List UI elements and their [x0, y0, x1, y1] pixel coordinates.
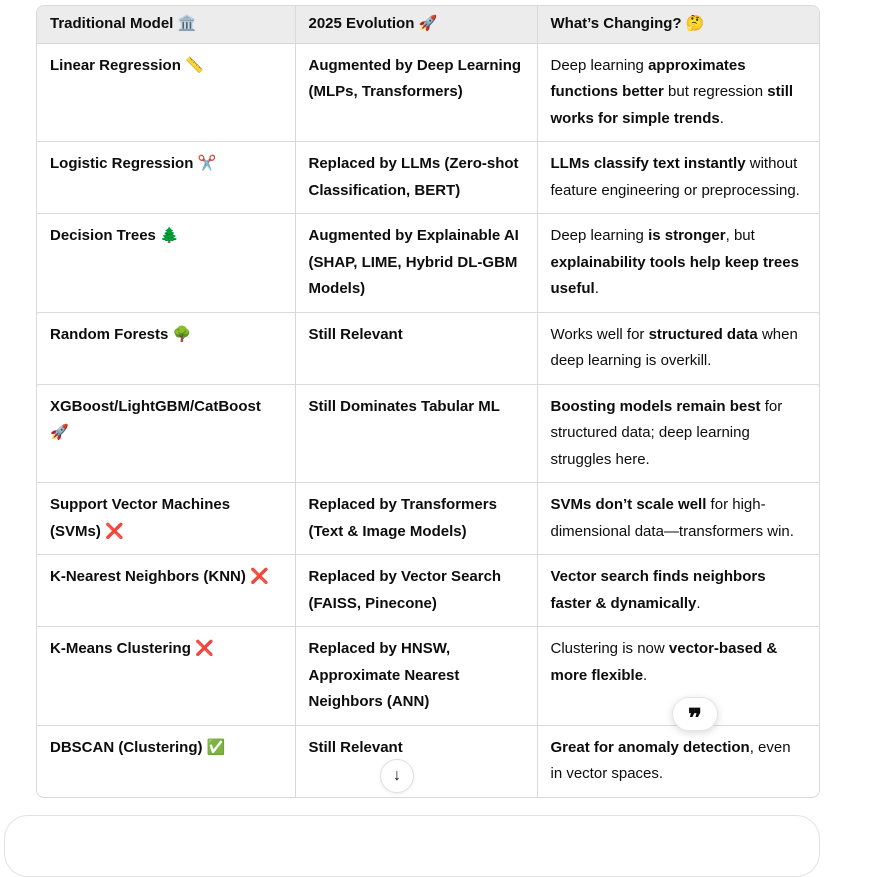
bold-text: still works for simple trends	[550, 83, 794, 127]
cell-change	[537, 725, 819, 797]
message-composer[interactable]	[4, 815, 820, 877]
cell-change	[537, 555, 819, 627]
text: Deep learning	[550, 227, 649, 244]
cell-model: Linear Regression 📏	[37, 43, 295, 142]
cell-change	[537, 43, 819, 142]
cell-model: K-Means Clustering ❌	[37, 627, 295, 726]
bold-text: SVMs don’t scale well	[550, 496, 707, 513]
table-row	[37, 43, 819, 142]
bold-text: vector-based & more flexible	[550, 640, 778, 684]
bold-text: Boosting models remain best	[550, 397, 761, 415]
cell-evolution: Still Relevant	[295, 725, 537, 797]
quote-reply-button[interactable]	[672, 697, 718, 731]
cell-evolution: Replaced by Transformers (Text & Image Models)	[295, 483, 537, 555]
bold-text: Great for anomaly detection	[550, 738, 750, 756]
header-whats-changing: What’s Changing? 🤔	[537, 6, 819, 43]
text: .	[696, 594, 701, 612]
bold-text: structured data	[648, 325, 758, 343]
cell-change	[537, 142, 819, 214]
cell-evolution: Replaced by Vector Search (FAISS, Pinecone)	[295, 555, 537, 627]
cell-change	[537, 384, 819, 483]
cell-evolution: Replaced by HNSW, Approximate Nearest Neighbors (ANN)	[295, 627, 537, 726]
header-2025-evolution: 2025 Evolution 🚀	[295, 6, 537, 43]
cell-evolution: Augmented by Deep Learning (MLPs, Transformers)	[295, 43, 537, 142]
text: Works well for	[550, 325, 649, 343]
table-row	[37, 555, 819, 627]
bold-text: explainability tools help keep trees useful	[550, 253, 799, 297]
bold-text: Vector search finds neighbors faster & dynamically	[550, 568, 766, 612]
table-row	[37, 142, 819, 214]
text: .	[643, 666, 648, 684]
text: , but	[725, 227, 755, 244]
cell-evolution: Replaced by LLMs (Zero-shot Classification, BERT)	[295, 142, 537, 214]
text: .	[719, 109, 724, 127]
table-header-row	[37, 6, 819, 43]
cell-model: K-Nearest Neighbors (KNN) ❌	[37, 555, 295, 627]
quote-icon: ❞	[688, 703, 702, 733]
cell-model: Support Vector Machines (SVMs) ❌	[37, 483, 295, 555]
table-row	[37, 384, 819, 483]
header-traditional-model: Traditional Model 🏛️	[37, 6, 295, 43]
bold-text: approximates functions better	[550, 56, 746, 100]
cell-model: XGBoost/LightGBM/CatBoost 🚀	[37, 384, 295, 483]
bold-text: is stronger	[648, 227, 726, 244]
cell-model: Decision Trees 🌲	[37, 214, 295, 313]
comparison-table	[37, 6, 819, 797]
cell-evolution: Still Dominates Tabular ML	[295, 384, 537, 483]
text: , even in vector spaces.	[550, 738, 791, 782]
cell-evolution: Augmented by Explainable AI (SHAP, LIME, Hybrid DL-GBM Models)	[295, 214, 537, 313]
table-row	[37, 214, 819, 313]
text: without feature engineering or preprocessing.	[550, 155, 800, 199]
cell-model: Logistic Regression ✂️	[37, 142, 295, 214]
bold-text: LLMs classify text instantly	[550, 155, 746, 172]
table-row	[37, 483, 819, 555]
cell-change	[537, 483, 819, 555]
text: when deep learning is overkill.	[550, 325, 798, 369]
text: Deep learning	[550, 56, 649, 74]
text: for high-dimensional data—transformers win.	[550, 496, 794, 540]
cell-model: DBSCAN (Clustering) ✅	[37, 725, 295, 797]
scroll-to-bottom-button[interactable]	[380, 759, 414, 793]
cell-evolution: Still Relevant	[295, 312, 537, 384]
cell-change	[537, 312, 819, 384]
cell-change	[537, 214, 819, 313]
comparison-table-container	[36, 5, 820, 798]
arrow-down-icon: ↓	[393, 767, 401, 784]
cell-model: Random Forests 🌳	[37, 312, 295, 384]
text: .	[594, 280, 599, 297]
table-row	[37, 725, 819, 797]
text: but regression	[663, 83, 768, 100]
text: for structured data; deep learning struggles here.	[550, 397, 783, 468]
table-row	[37, 312, 819, 384]
text: Clustering is now	[550, 640, 669, 657]
